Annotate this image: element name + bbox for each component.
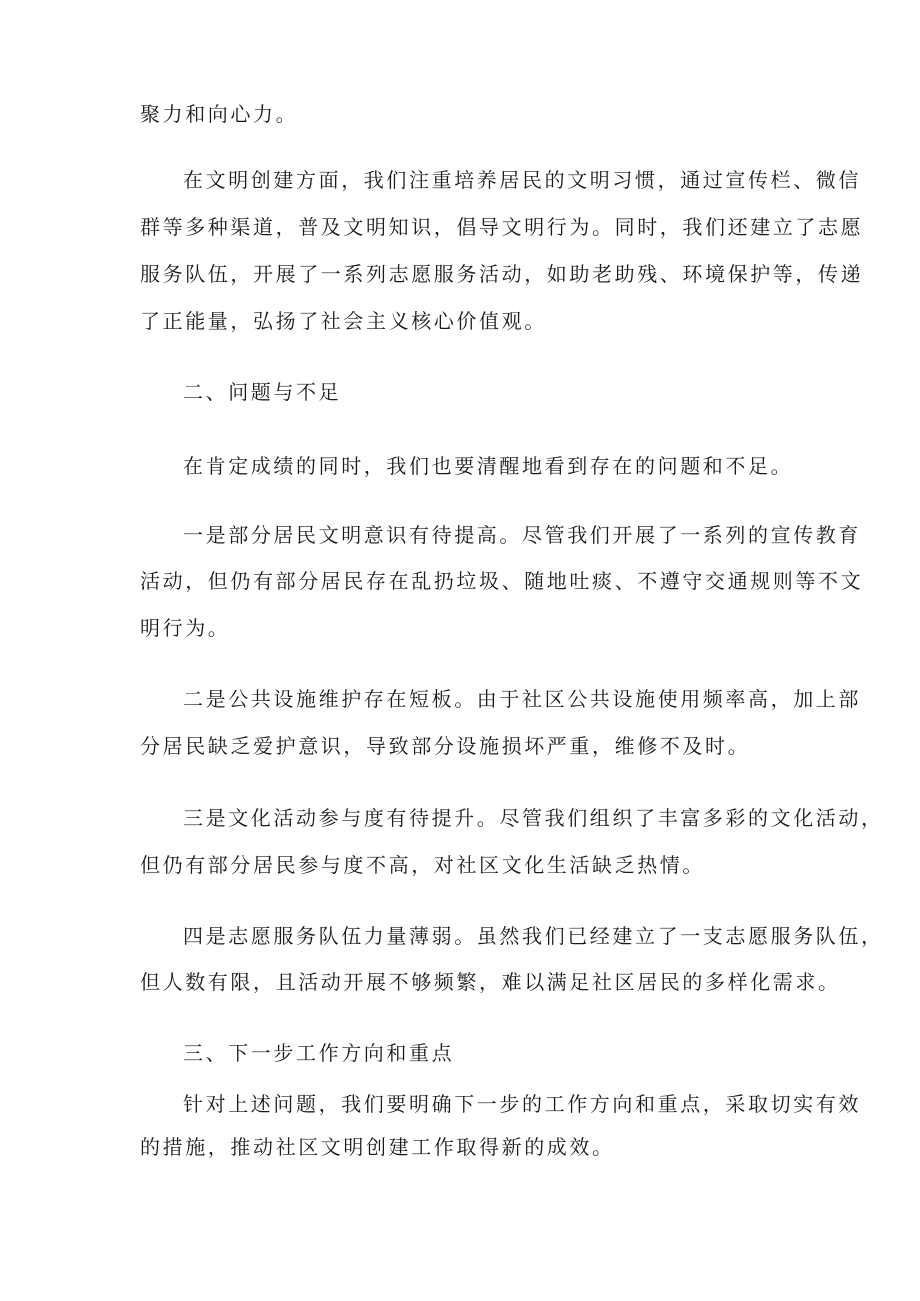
text-line: 服务队伍，开展了一系列志愿服务活动，如助老助残、环境保护等，传递 <box>140 262 864 286</box>
paragraph-first-line: 四是志愿服务队伍力量薄弱。虽然我们已经建立了一支志愿服务队伍， <box>183 924 884 948</box>
section-heading: 二、问题与不足 <box>183 380 342 404</box>
paragraph-first-line: 在肯定成绩的同时，我们也要清醒地看到存在的问题和不足。 <box>183 454 794 478</box>
text-line: 聚力和向心力。 <box>140 102 299 126</box>
paragraph-first-line: 二是公共设施维护存在短板。由于社区公共设施使用频率高，加上部 <box>183 687 861 711</box>
section-heading: 三、下一步工作方向和重点 <box>183 1041 455 1065</box>
paragraph-first-line: 三是文化活动参与度有待提升。尽管我们组织了丰富多彩的文化活动， <box>183 806 884 830</box>
paragraph-first-line: 针对上述问题，我们要明确下一步的工作方向和重点，采取切实有效 <box>183 1092 861 1116</box>
paragraph-first-line: 一是部分居民文明意识有待提高。尽管我们开展了一系列的宣传教育 <box>183 523 861 547</box>
text-line: 的措施，推动社区文明创建工作取得新的成效。 <box>140 1135 615 1159</box>
text-line: 活动，但仍有部分居民存在乱扔垃圾、随地吐痰、不遵守交通规则等不文 <box>140 569 864 593</box>
text-line: 但人数有限，且活动开展不够频繁，难以满足社区居民的多样化需求。 <box>140 970 841 994</box>
text-line: 群等多种渠道，普及文明知识，倡导文明行为。同时，我们还建立了志愿 <box>140 215 864 239</box>
text-line: 分居民缺乏爱护意识，导致部分设施损坏严重，维修不及时。 <box>140 734 751 758</box>
text-line: 了正能量，弘扬了社会主义核心价值观。 <box>140 309 547 333</box>
paragraph-first-line: 在文明创建方面，我们注重培养居民的文明习惯，通过宣传栏、微信 <box>183 168 861 192</box>
text-line: 但仍有部分居民参与度不高，对社区文化生活缺乏热情。 <box>140 853 705 877</box>
text-line: 明行为。 <box>140 616 231 640</box>
